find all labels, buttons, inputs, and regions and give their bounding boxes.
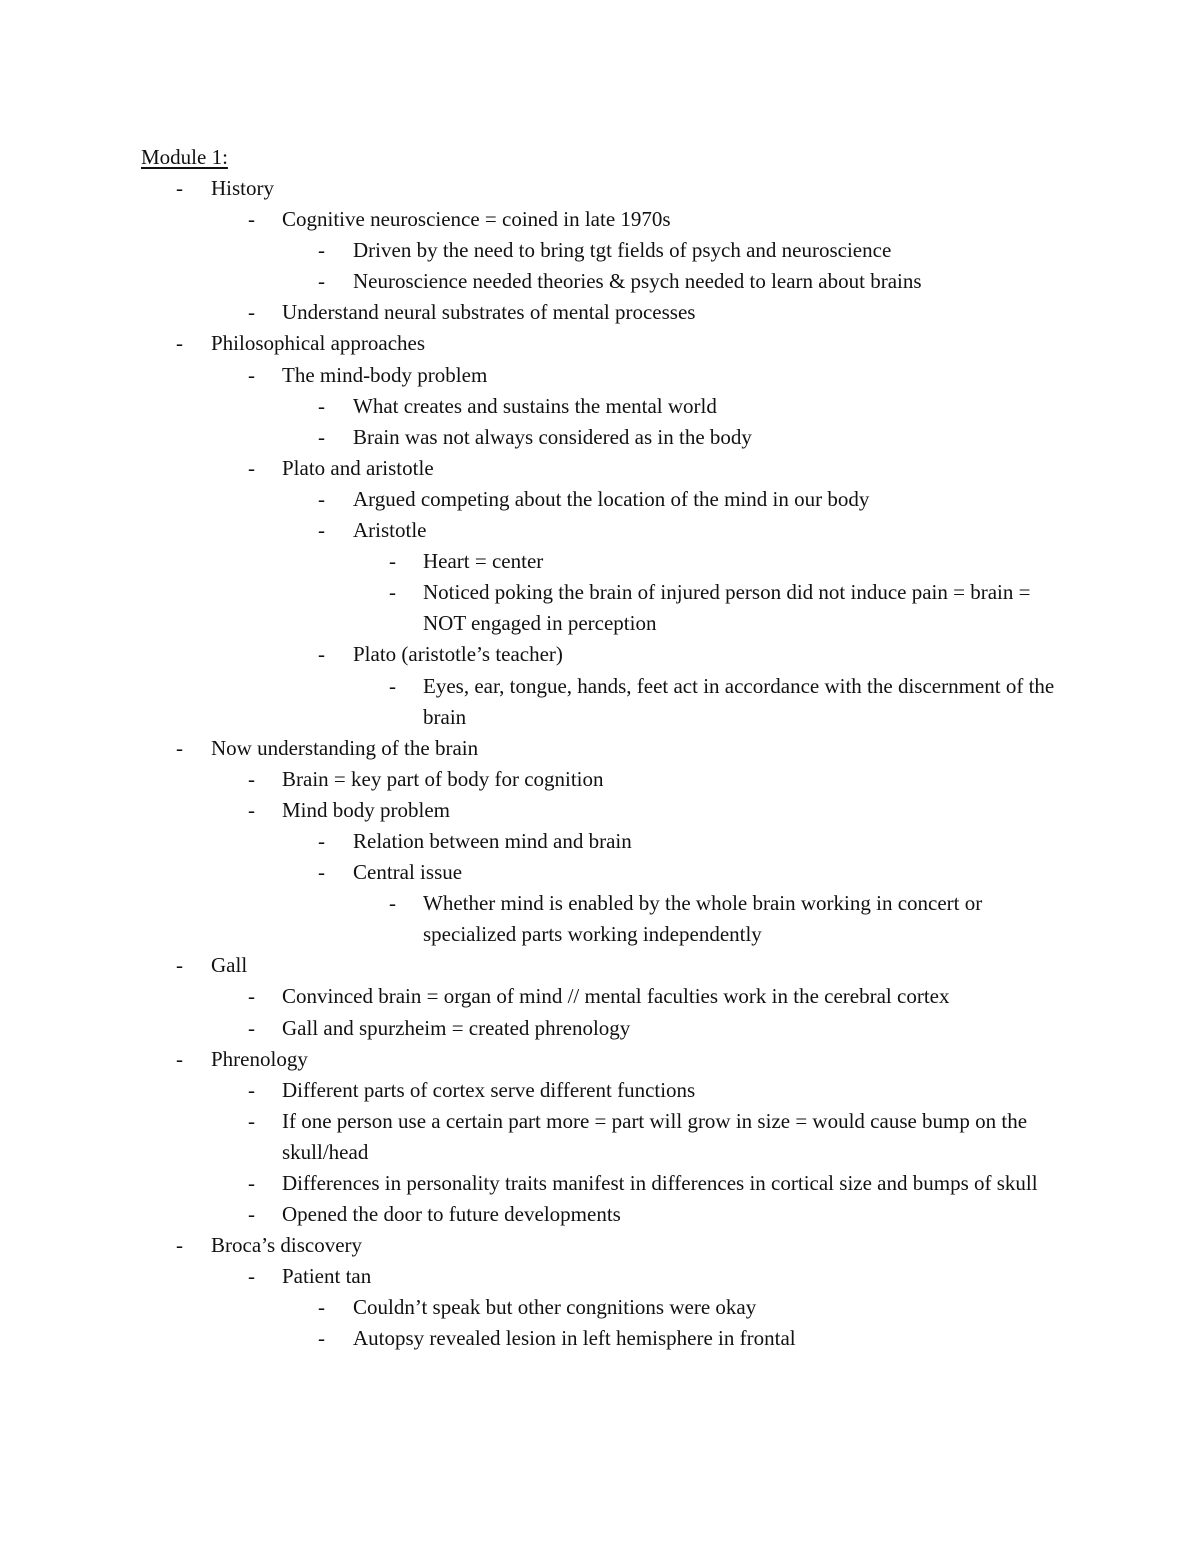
outline-item-text: Differences in personality traits manifest in differences in cortical size and bumps of skull [282, 1171, 1038, 1195]
outline-item-level-3 [0, 1323, 1200, 1354]
outline-item-text: Neuroscience needed theories & psych needed to learn about brains [353, 269, 922, 294]
bullet-dash: - [318, 1326, 325, 1351]
bullet-dash: - [318, 238, 325, 263]
outline-item-level-3 [0, 515, 1200, 546]
bullet-dash: - [248, 1264, 255, 1289]
outline-item-text: Plato (aristotle’s teacher) [353, 642, 563, 667]
outline-item-text: History [211, 176, 274, 200]
outline-item-text: What creates and sustains the mental world [353, 393, 717, 418]
bullet-dash: - [248, 1202, 255, 1227]
outline-item-level-2 [0, 981, 1200, 1012]
outline-item-level-3 [0, 826, 1200, 857]
outline-item-level-2 [0, 1168, 1200, 1199]
bullet-dash: - [248, 1015, 255, 1040]
bullet-dash: - [176, 1046, 183, 1071]
outline-item-text: Plato and aristotle [282, 455, 434, 480]
outline-item-text: Now understanding of the brain [211, 735, 479, 760]
outline-item-level-2 [0, 453, 1200, 484]
bullet-dash: - [176, 735, 183, 760]
outline-item-level-1 [0, 733, 1200, 764]
bullet-outline [0, 173, 1200, 1355]
bullet-dash: - [389, 549, 396, 574]
outline-item-text: Whether mind is enabled by the whole brain working in concert or specialized parts working independently [423, 891, 983, 947]
outline-item-text: Driven by the need to bring tgt fields of psych and neuroscience [353, 238, 892, 263]
outline-item-text: Central issue [353, 860, 463, 885]
outline-item-text: Different parts of cortex serve different functions [282, 1077, 696, 1102]
bullet-dash: - [318, 393, 325, 418]
outline-item-level-3 [0, 1292, 1200, 1323]
bullet-dash: - [318, 424, 325, 449]
outline-item-level-3 [0, 484, 1200, 515]
bullet-dash: - [248, 766, 255, 791]
outline-item-text: Understand neural substrates of mental processes [282, 300, 696, 325]
outline-item-text: Heart = center [423, 549, 544, 574]
outline-item-level-2 [0, 1075, 1200, 1106]
outline-item-text: Gall [211, 953, 248, 978]
outline-item-text: Noticed poking the brain of injured person did not induce pain = brain = NOT engaged in perception [423, 580, 1031, 636]
outline-item-level-3 [0, 266, 1200, 297]
bullet-dash: - [318, 860, 325, 885]
outline-item-text: Couldn’t speak but other congnitions were okay [353, 1295, 757, 1320]
bullet-dash: - [318, 518, 325, 543]
outline-item-level-3 [0, 391, 1200, 422]
outline-item-level-2 [0, 1106, 1200, 1168]
outline-item-text: Gall and spurzheim = created phrenology [282, 1015, 631, 1040]
outline-item-level-3 [0, 235, 1200, 266]
outline-item-level-2 [0, 1199, 1200, 1230]
bullet-dash: - [389, 580, 396, 605]
outline-item-text: The mind-body problem [282, 362, 488, 387]
bullet-dash: - [318, 486, 325, 511]
outline-item-level-1 [0, 1230, 1200, 1261]
outline-item-text: Broca’s discovery [211, 1233, 363, 1258]
outline-item-text: Argued competing about the location of the mind in our body [353, 486, 870, 511]
outline-item-level-3 [0, 639, 1200, 670]
outline-item-level-1 [0, 173, 1200, 204]
outline-item-level-2 [0, 795, 1200, 826]
outline-item-text: Cognitive neuroscience = coined in late 1970s [282, 207, 671, 232]
bullet-dash: - [248, 207, 255, 232]
outline-item-level-3 [0, 857, 1200, 888]
outline-item-text: Opened the door to future developments [282, 1202, 621, 1227]
bullet-dash: - [176, 331, 183, 356]
outline-item-text: Patient tan [282, 1264, 372, 1289]
outline-item-level-2 [0, 764, 1200, 795]
bullet-dash: - [248, 797, 255, 822]
bullet-dash: - [248, 362, 255, 387]
bullet-dash: - [248, 1077, 255, 1102]
bullet-dash: - [389, 891, 396, 916]
outline-item-text: Eyes, ear, tongue, hands, feet act in accordance with the discernment of the brain [423, 673, 1055, 729]
outline-item-level-2 [0, 1261, 1200, 1292]
outline-item-text: Autopsy revealed lesion in left hemisphere in frontal [353, 1326, 796, 1351]
page-title: Module 1: [141, 145, 228, 169]
outline-item-level-1 [0, 328, 1200, 359]
outline-item-level-4 [0, 546, 1200, 577]
bullet-dash: - [248, 1108, 255, 1133]
outline-item-text: Brain = key part of body for cognition [282, 766, 604, 791]
outline-item-level-4 [0, 671, 1200, 733]
outline-item-level-2 [0, 204, 1200, 235]
bullet-dash: - [248, 1171, 255, 1195]
outline-item-level-4 [0, 888, 1200, 950]
bullet-dash: - [248, 300, 255, 325]
outline-item-text: Brain was not always considered as in the body [353, 424, 752, 449]
outline-item-level-2 [0, 297, 1200, 328]
bullet-dash: - [318, 642, 325, 667]
outline-item-text: If one person use a certain part more = part will grow in size = would cause bump on the skull/head [282, 1108, 1028, 1164]
bullet-dash: - [318, 1295, 325, 1320]
bullet-dash: - [176, 1233, 183, 1258]
outline-item-text: Relation between mind and brain [353, 828, 632, 853]
bullet-dash: - [176, 176, 183, 200]
bullet-dash: - [318, 269, 325, 294]
outline-item-text: Aristotle [353, 518, 427, 543]
bullet-dash: - [176, 953, 183, 978]
outline-item-text: Phrenology [211, 1046, 308, 1071]
outline-item-level-3 [0, 422, 1200, 453]
bullet-dash: - [318, 828, 325, 853]
outline-item-level-1 [0, 950, 1200, 981]
bullet-dash: - [248, 984, 255, 1009]
bullet-dash: - [389, 673, 396, 698]
outline-item-level-4 [0, 577, 1200, 639]
outline-item-level-1 [0, 1044, 1200, 1075]
bullet-dash: - [248, 455, 255, 480]
outline-item-level-2 [0, 1013, 1200, 1044]
outline-item-text: Convinced brain = organ of mind // mental faculties work in the cerebral cortex [282, 984, 950, 1009]
outline-item-text: Mind body problem [282, 797, 450, 822]
outline-item-level-2 [0, 360, 1200, 391]
outline-item-text: Philosophical approaches [211, 331, 426, 356]
